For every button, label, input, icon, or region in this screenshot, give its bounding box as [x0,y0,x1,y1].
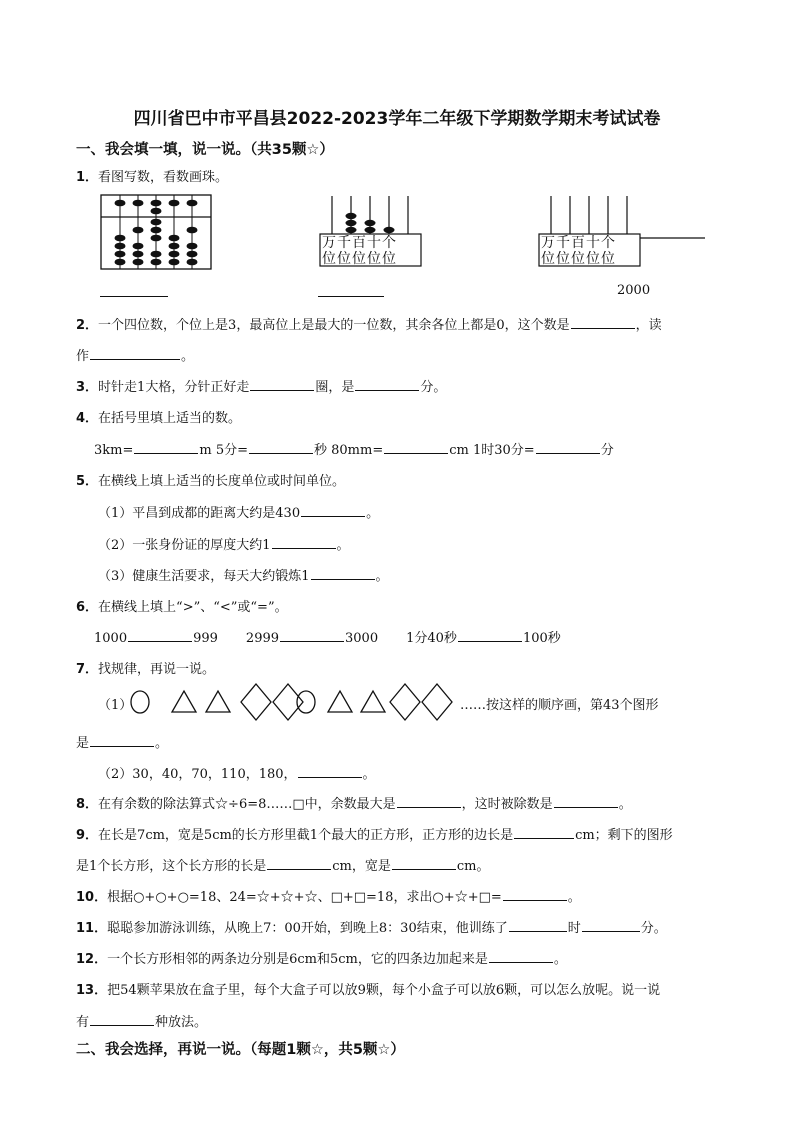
sub-text: （3）健康生活要求，每天大约锻炼1 [98,569,310,584]
sub-text: 。 [366,506,380,521]
question-6-items [94,627,561,646]
compare-left: 1分40秒 [406,631,457,646]
answer-blank[interactable] [249,441,313,454]
question-7-sub1-label: （1） [98,698,133,713]
answer-blank[interactable] [90,347,180,360]
question-number: 6． [76,600,99,615]
question-2-cont [76,345,194,364]
question-text: cm。 [456,859,490,874]
item-text: 3km= [94,443,134,458]
question-text: 有 [76,1015,90,1030]
answer-blank[interactable] [128,629,192,642]
section-1-heading: 一、我会填一填，说一说。（共35颗☆） [76,142,334,158]
answer-blank[interactable] [250,378,314,391]
answer-blank[interactable] [571,316,635,329]
triangle-shape [328,691,352,712]
answer-blank[interactable] [397,795,461,808]
counter-wei-row: 位位位位位 [541,251,616,267]
question-text: cm；剩下的图形 [575,828,673,843]
question-number: 10． [76,890,108,905]
answer-blank[interactable] [90,1013,154,1026]
question-number: 1． [76,170,99,185]
question-number: 5． [76,474,99,489]
question-number: 11． [76,921,108,936]
question-13 [76,979,660,998]
question-text: 。 [362,767,376,782]
item-text: m 5分= [199,443,248,458]
counter-place-row: 万千百十个 [322,235,397,251]
answer-blank[interactable] [509,919,567,932]
triangle-shape [172,691,196,712]
compare-right: 999 [193,631,218,646]
question-text: 找规律，再说一说。 [98,662,216,677]
question-13-cont [76,1011,207,1030]
page-title: 四川省巴中市平昌县2022-2023学年二年级下学期数学期末考试试卷 [133,109,661,129]
answer-blank[interactable] [392,857,456,870]
question-9 [76,824,673,843]
sub-text: （1）平昌到成都的距离大约是430 [98,506,301,521]
diamond-shape [241,684,271,720]
counter-2-labels [541,235,616,267]
question-text: 看图写数，看数画珠。 [98,170,229,185]
question-text: 。 [155,736,169,751]
answer-blank-abacus[interactable] [100,296,168,297]
question-text: 是 [76,736,90,751]
triangle-shape [361,691,385,712]
shape-pattern [128,682,458,722]
counter-wei-row: 位位位位位 [322,251,397,267]
question-11 [76,917,667,936]
item-text: 分 [600,443,614,458]
question-number: 13． [76,983,108,998]
item-text: 秒 80mm= [314,443,384,458]
diamond-shape [390,684,420,720]
question-7-sub1-cont [76,732,168,751]
question-text: （2）30，40，70，110，180， [98,767,297,782]
counter-place-row: 万千百十个 [541,235,616,251]
question-number: 8． [76,797,99,812]
question-7-sub1-tail: ……按这样的顺序画，第43个图形 [460,698,659,713]
question-text: 把54颗苹果放在盒子里，每个大盒子可以放9颗，每个小盒子可以放6颗，可以怎么放呢。说一说 [107,983,661,998]
compare-left: 1000 [94,631,128,646]
given-number: 2000 [617,283,651,298]
question-text: 在有余数的除法算式☆÷6=8……□中，余数最大是 [98,797,396,812]
answer-blank[interactable] [280,629,344,642]
question-text: 是1个长方形，这个长方形的长是 [76,859,267,874]
question-12 [76,948,567,967]
question-text: 分。 [420,380,447,395]
answer-blank[interactable] [90,734,154,747]
question-text: 作 [76,349,90,364]
question-text: 时 [567,921,581,936]
abacus-figure [100,194,212,270]
question-text: 圈，是 [315,380,355,395]
question-text: 根据○+○+○=18、24=☆+☆+☆、□+□=18，求出○+☆+□= [107,890,502,905]
question-text: 分。 [640,921,667,936]
question-text: 时针走1大格，分针正好走 [98,380,250,395]
answer-blank[interactable] [298,765,362,778]
question-5-sub3 [98,565,389,584]
compare-right: 100秒 [522,631,561,646]
answer-blank[interactable] [355,378,419,391]
question-5 [76,470,345,489]
question-7-sub2 [98,763,376,782]
sub-text: （2）一张身份证的厚度大约1 [98,538,271,553]
question-8 [76,793,632,812]
sub-text: 。 [336,538,350,553]
question-1 [76,166,228,185]
question-text: 在横线上填上适当的长度单位或时间单位。 [98,474,346,489]
question-text: 在括号里填上适当的数。 [98,411,242,426]
question-text: 在长是7cm，宽是5cm的长方形里截1个最大的正方形，正方形的边长是 [98,828,514,843]
question-number: 7． [76,662,99,677]
question-number: 3． [76,380,99,395]
question-6 [76,596,288,615]
question-number: 12． [76,952,108,967]
triangle-shape [206,691,230,712]
compare-right: 3000 [345,631,379,646]
question-text: 一个长方形相邻的两条边分别是6cm和5cm，它的四条边加起来是 [107,952,488,967]
answer-blank[interactable] [554,795,618,808]
question-7 [76,658,215,677]
answer-blank[interactable] [582,919,640,932]
sub-text: 。 [375,569,389,584]
question-text: 。 [618,797,632,812]
question-text: 种放法。 [155,1015,208,1030]
question-number: 4． [76,411,99,426]
item-text: cm 1时30分= [449,443,535,458]
counter-1-labels [322,235,397,267]
question-5-sub1 [98,502,379,521]
question-number: 9． [76,828,99,843]
question-text: 在横线上填上“>”、“<”或“=”。 [98,600,288,615]
answer-blank[interactable] [267,857,331,870]
question-4 [76,407,241,426]
answer-blank[interactable] [134,441,198,454]
answer-blank[interactable] [311,567,375,580]
question-text: 一个四位数，个位上是3，最高位上是最大的一位数，其余各位上都是0，这个数是 [98,318,570,333]
question-2 [76,314,662,333]
compare-left: 2999 [245,631,280,646]
question-10 [76,886,581,905]
question-text: cm，宽是 [332,859,391,874]
question-5-sub2 [98,534,350,553]
question-text: 聪聪参加游泳训练，从晚上7：00开始，到晚上8：30结束，他训练了 [107,921,508,936]
circle-shape [297,691,315,713]
circle-shape [131,691,149,713]
answer-blank[interactable] [489,950,553,963]
answer-blank[interactable] [384,441,448,454]
question-9-cont [76,855,490,874]
question-4-items [94,439,614,458]
question-text: 。 [181,349,195,364]
answer-blank-counter[interactable] [318,296,384,297]
question-number: 2． [76,318,99,333]
question-text: ，这时被除数是 [461,797,553,812]
answer-blank[interactable] [301,504,365,517]
question-text: 。 [553,952,567,967]
diamond-shape [422,684,452,720]
question-3 [76,376,446,395]
answer-blank[interactable] [536,441,600,454]
answer-blank[interactable] [272,536,336,549]
section-2-heading: 二、我会选择，再说一说。（每题1颗☆，共5颗☆） [76,1042,405,1058]
answer-blank[interactable] [458,629,522,642]
question-text: ，读 [635,318,662,333]
diamond-shape [273,684,303,720]
answer-blank[interactable] [503,888,567,901]
answer-blank[interactable] [514,826,574,839]
question-text: 。 [567,890,581,905]
